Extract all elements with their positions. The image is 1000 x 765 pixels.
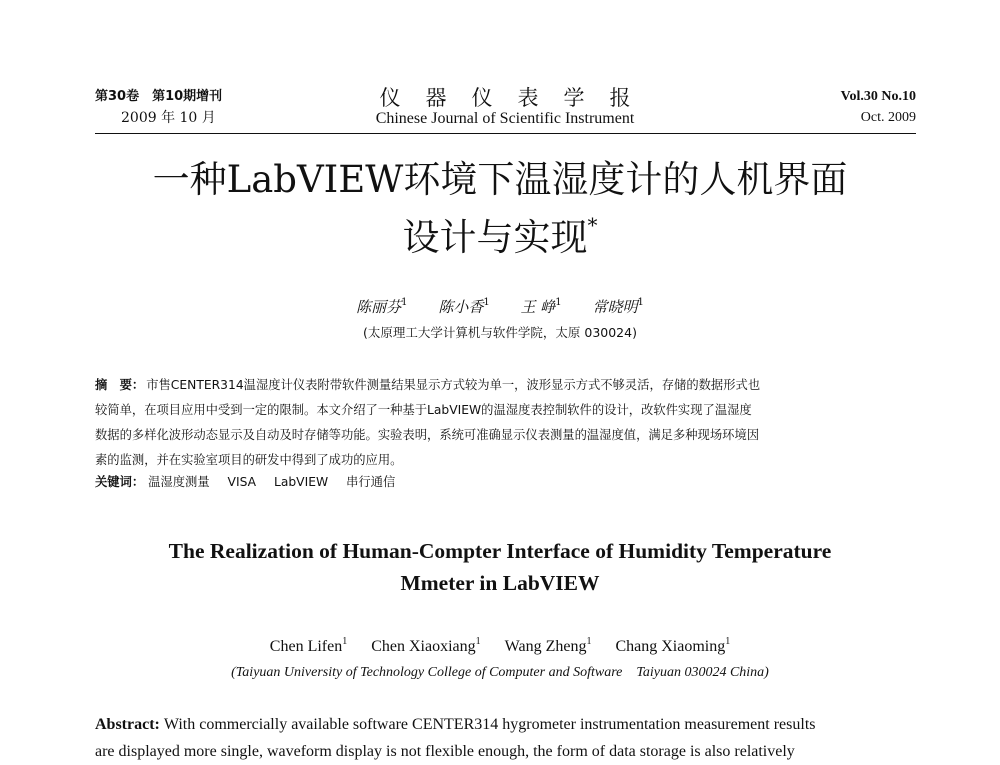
en-title-line2: Mmeter in LabVIEW: [400, 571, 600, 595]
en-author: [270, 638, 347, 655]
en-abstract-label: Abstract:: [95, 716, 160, 733]
journal-name-cn: 仪器仪表学报: [379, 86, 656, 110]
en-affiliation: (Taiyuan University of Technology College of Computer and Software Taiyuan 030024 China): [231, 665, 769, 680]
cn-affiliation: (太原理工大学计算机与软件学院，太原 030024): [363, 325, 637, 340]
cn-abstract: [95, 373, 916, 473]
en-author-name: Chen Xiaoxiang: [371, 638, 476, 655]
volume-issue: 第30卷 第10期增刊: [95, 89, 223, 104]
publication-date-en: Oct. 2009: [860, 110, 916, 125]
en-author-name: Chang Xiaoming: [615, 638, 726, 655]
running-header-right: [716, 86, 916, 128]
cn-author-list: [200, 296, 800, 318]
running-header-center: [345, 86, 665, 130]
title-footnote-mark: *: [587, 213, 598, 237]
cn-author: [521, 298, 562, 316]
cn-author-name: 陈丽芬: [356, 298, 402, 316]
journal-name-en: Chinese Journal of Scientific Instrument: [375, 110, 635, 127]
cn-author-name: 陈小香: [438, 298, 484, 316]
cn-title-line2-text: 设计与实现: [402, 216, 588, 259]
affiliation-mark: 1: [725, 636, 731, 647]
cn-abstract-text: 市售CENTER314温湿度计仪表附带软件测量结果显示方式较为单一，波形显示方式不够灵活，存储的数据形式也: [146, 378, 761, 392]
keyword: LabVIEW: [273, 475, 329, 489]
cn-author-name: 常晓明: [592, 298, 638, 316]
cn-abstract-label: 摘 要：: [95, 378, 145, 392]
affiliation-mark: 1: [475, 636, 481, 647]
volume-issue-en: Vol.30 No.10: [840, 89, 916, 104]
cn-abstract-line: 素的监测，并在实验室项目的研发中得到了成功的应用。: [95, 453, 403, 467]
cn-keywords: [95, 472, 916, 492]
affiliation-mark: 1: [342, 636, 348, 647]
affiliation-mark: 1: [637, 297, 644, 308]
cn-title-line1: 一种LabVIEW环境下温湿度计的人机界面: [152, 158, 848, 201]
cn-abstract-line: 较简单，在项目应用中受到一定的限制。本文介绍了一种基于LabVIEW的温湿度表控制软件的设计，改软件实现了温湿度: [95, 403, 752, 417]
en-author: [371, 638, 480, 655]
cn-author-name: 王 峥: [520, 298, 556, 316]
en-author-name: Chen Lifen: [269, 638, 343, 655]
cn-author: [592, 298, 643, 316]
cn-author: [438, 298, 489, 316]
en-abstract-line: [95, 711, 916, 738]
en-abstract: [95, 711, 916, 765]
affiliation-mark: 1: [483, 297, 490, 308]
running-header: [95, 86, 916, 132]
cn-abstract-line: [95, 373, 916, 398]
keyword: 串行通信: [346, 475, 396, 489]
cn-title-line2: [60, 213, 940, 260]
keyword: VISA: [227, 475, 257, 489]
publication-date-cn: 2009 年 10 月: [121, 110, 216, 126]
cn-author: [356, 298, 407, 316]
en-abstract-line: are displayed more single, waveform display is not flexible enough, the form of data storage is also relatively: [95, 743, 795, 760]
affiliation-mark: 1: [555, 297, 562, 308]
en-author: [615, 638, 730, 655]
keyword: 温湿度测量: [148, 475, 210, 489]
cn-keywords-label: 关键词：: [95, 475, 145, 489]
en-author: [505, 638, 592, 655]
en-abstract-text: With commercially available software CENTER314 hygrometer instrumentation measurement results: [163, 716, 816, 733]
header-divider: [95, 133, 916, 134]
running-header-left: [95, 86, 295, 128]
affiliation-mark: 1: [586, 636, 592, 647]
en-author-name: Wang Zheng: [504, 638, 587, 655]
en-author-list: [150, 636, 850, 658]
cn-abstract-line: 数据的多样化波形动态显示及自动及时存储等功能。实验表明，系统可准确显示仪表测量的温湿度值，满足多种现场环境因: [95, 428, 760, 442]
affiliation-mark: 1: [401, 297, 408, 308]
en-title-line1: The Realization of Human-Compter Interface of Humidity Temperature: [168, 539, 832, 563]
